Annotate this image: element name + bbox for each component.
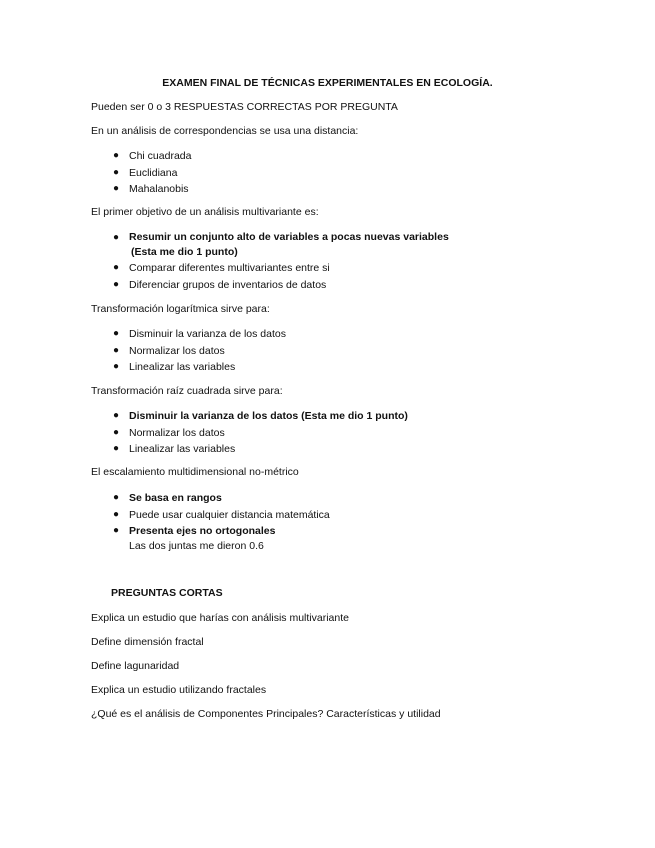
bullet-icon: ● xyxy=(113,232,120,243)
list-item: ● Disminuir la varianza de los datos xyxy=(0,326,286,343)
list-item: ● Comparar diferentes multivariantes entre si xyxy=(0,260,449,277)
short-question-1: Explica un estudio que harías con análisis multivariante xyxy=(91,612,349,624)
question-5-options xyxy=(0,490,330,540)
bullet-icon: ● xyxy=(113,508,120,520)
question-2-options xyxy=(0,230,449,293)
list-item: ● Presenta ejes no ortogonales xyxy=(0,523,330,540)
bullet-icon: ● xyxy=(113,150,120,161)
list-item: ● Disminuir la varianza de los datos (Esta me dio 1 punto) xyxy=(0,408,408,425)
bullet-icon: ● xyxy=(113,492,120,503)
list-item: ● Mahalanobis xyxy=(0,181,191,198)
bullet-icon: ● xyxy=(113,328,120,339)
list-item: ● Resumir un conjunto alto de variables a pocas nuevas variables (Esta me dio 1 punto) xyxy=(113,231,449,258)
bullet-icon: ● xyxy=(113,166,120,178)
bullet-icon: ● xyxy=(113,344,120,356)
short-question-2: Define dimensión fractal xyxy=(91,636,204,648)
question-3: Transformación logarítmica sirve para: xyxy=(91,303,270,315)
question-1-options xyxy=(0,148,191,198)
question-3-options xyxy=(0,326,286,376)
short-question-5: ¿Qué es el análisis de Componentes Principales? Características y utilidad xyxy=(91,708,441,720)
bullet-icon: ● xyxy=(113,443,120,454)
question-5: El escalamiento multidimensional no-métrico xyxy=(91,466,299,478)
question-2: El primer objetivo de un análisis multivariante es: xyxy=(91,206,319,218)
exam-title: EXAMEN FINAL DE TÉCNICAS EXPERIMENTALES EN ECOLOGÍA. xyxy=(162,77,493,89)
bullet-icon: ● xyxy=(113,262,120,273)
list-item: ● Normalizar los datos xyxy=(0,425,408,442)
list-item: ● Linealizar las variables xyxy=(0,441,408,458)
short-questions-heading: PREGUNTAS CORTAS xyxy=(111,587,223,599)
list-item: ● Diferenciar grupos de inventarios de datos xyxy=(0,277,449,294)
list-item: ● Euclidiana xyxy=(0,165,191,182)
list-item: ● Puede usar cualquier distancia matemática xyxy=(0,507,330,524)
bullet-icon: ● xyxy=(113,426,120,438)
list-item: ● Normalizar los datos xyxy=(0,343,286,360)
instructions: Pueden ser 0 o 3 RESPUESTAS CORRECTAS POR PREGUNTA xyxy=(91,101,398,113)
bullet-icon: ● xyxy=(113,183,120,194)
short-question-3: Define lagunaridad xyxy=(91,660,180,672)
bullet-icon: ● xyxy=(113,361,120,372)
list-item: ● Se basa en rangos xyxy=(0,490,330,507)
option-note: (Esta me dio 1 punto) xyxy=(131,246,238,258)
bullet-icon: ● xyxy=(113,278,120,290)
bullet-icon: ● xyxy=(113,525,120,536)
list-item: ● Linealizar las variables xyxy=(0,359,286,376)
question-1: En un análisis de correspondencias se usa una distancia: xyxy=(91,125,359,137)
bullet-icon: ● xyxy=(113,410,120,421)
question-5-note: Las dos juntas me dieron 0.6 xyxy=(129,540,264,552)
short-question-4: Explica un estudio utilizando fractales xyxy=(91,684,267,696)
question-4: Transformación raíz cuadrada sirve para: xyxy=(91,385,283,397)
question-4-options xyxy=(0,408,408,458)
list-item: ● Chi cuadrada xyxy=(0,148,191,165)
